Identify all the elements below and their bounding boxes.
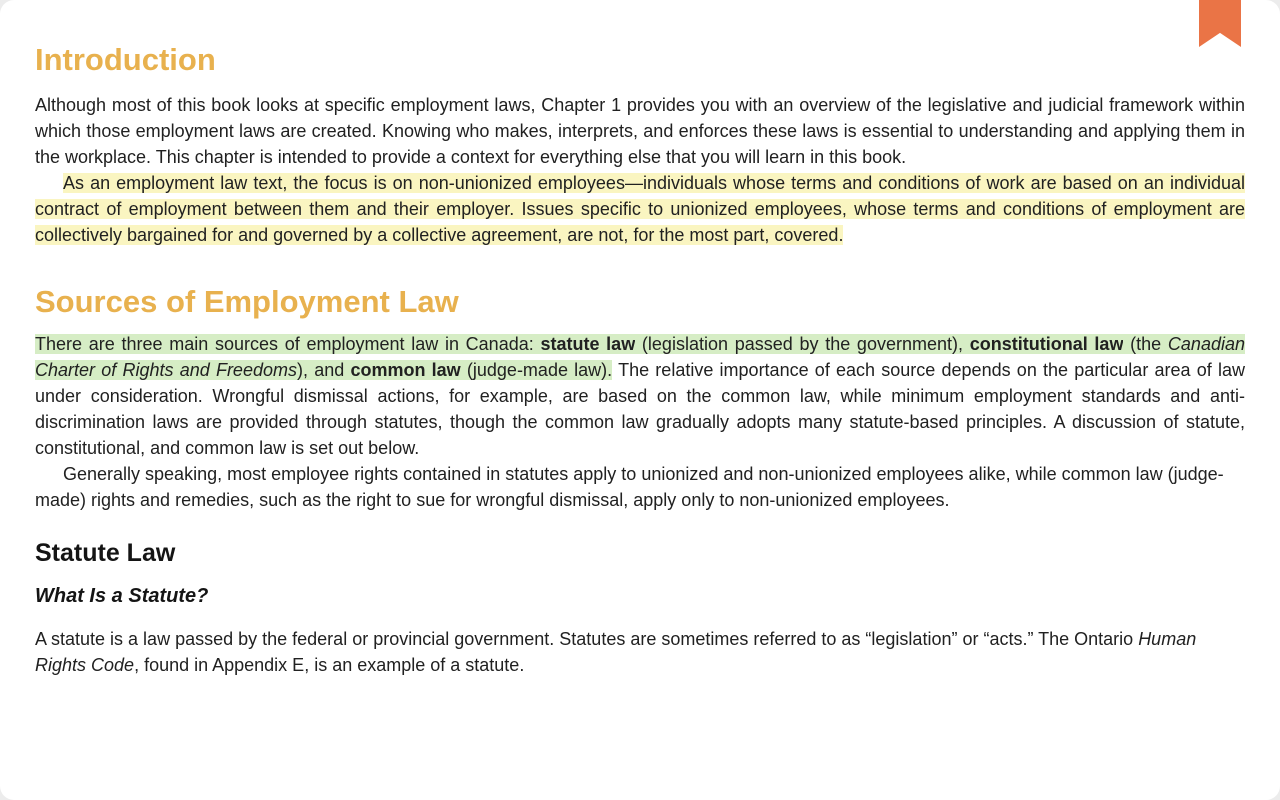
section-heading-sources-of-employment-law: Sources of Employment Law — [35, 283, 459, 319]
intro-paragraph-2-highlighted-yellow — [35, 170, 1245, 248]
statute-paragraph-1 — [35, 626, 1245, 678]
text-segment: The relative importance of each source depends on the particular area of law under consideration. Wrongful dismissal actions, for example, are based on the common law, while minimum employment standards and anti-discrimination laws are provided through statutes, though the common law gradually adopts many statute-based principles. A discussion of statute, constitutional, and common law is set out below. — [35, 360, 1246, 459]
text-segment: (judge-made law). — [460, 360, 613, 381]
sources-paragraph-2 — [35, 461, 1245, 513]
text-segment: Human Rights Code — [35, 629, 1197, 676]
text-segment: Generally speaking, most employee rights contained in statutes apply to unionized and non-unionized employees alike, while common law (judge-made) rights and remedies, such as the right to sue for wrongful dismissal, apply only to non-unionized employees. — [35, 464, 1224, 511]
text-segment: , found in Appendix E, is an example of a statute. — [134, 655, 525, 676]
text-segment: A statute is a law passed by the federal or provincial government. Statutes are sometimes referred to as “legislation” or “acts.” The Ontario — [35, 629, 1139, 650]
intro-paragraph-1 — [35, 92, 1245, 170]
subsection-heading-statute-law: Statute Law — [35, 539, 176, 568]
text-segment: constitutional law — [969, 334, 1124, 355]
section-heading-introduction: Introduction — [35, 42, 216, 77]
text-segment: Although most of this book looks at specific employment laws, Chapter 1 provides you with an overview of the legislative and judicial framework within which those employment laws are created. Knowing who makes, interprets, and enforces these laws is essential to understanding and applying them in the workplace. This chapter is intended to provide a context for everything else that you will learn in this book. — [35, 94, 1245, 167]
text-segment: common law — [350, 360, 461, 381]
text-segment: (the — [1123, 334, 1168, 355]
text-segment: (legislation passed by the government), — [635, 334, 970, 355]
text-segment: There are three main sources of employment law in Canada: — [35, 334, 541, 355]
text-segment: statute law — [540, 334, 636, 355]
sources-paragraph-1-highlighted-green — [35, 331, 1245, 461]
text-segment: ), and — [296, 360, 351, 381]
text-segment: As an employment law text, the focus is on non-unionized employees—individuals whose terms and conditions of work are based on an individual contract of employment between them and their employer. Issues specific to unionized employees, whose terms and conditions of employment are collectively bargained for and governed by a collective agreement, are not, for the most part, covered. — [35, 172, 1245, 245]
text-segment: Canadian Charter of Rights and Freedoms — [35, 334, 1245, 381]
subsubsection-heading-what-is-a-statute: What Is a Statute? — [35, 585, 209, 608]
